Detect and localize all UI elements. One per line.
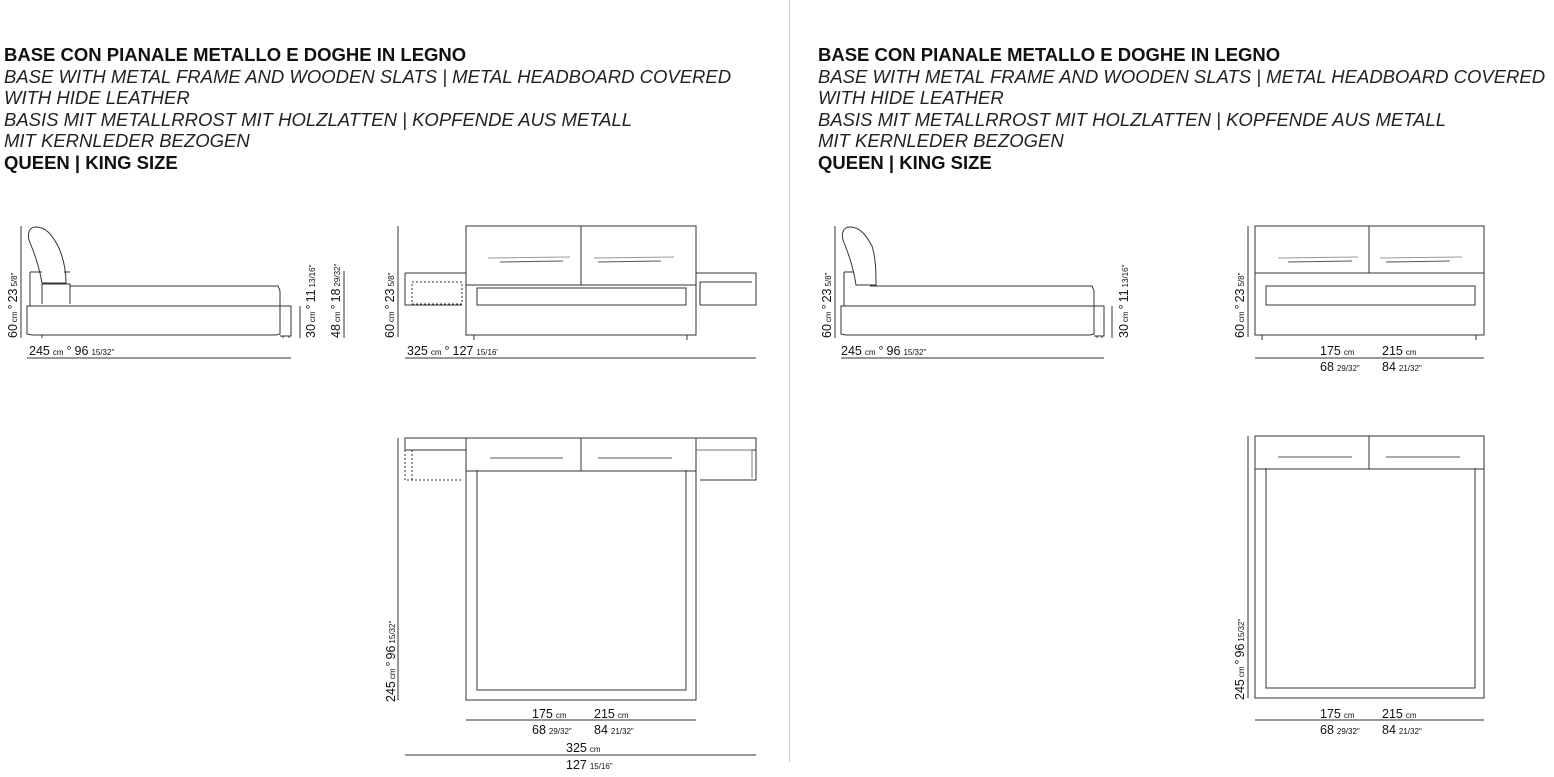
left-side-length-label: 245 cm ° 96 15/32" [29,344,115,358]
left-plan-total-cm: 325 cm [566,741,601,755]
left-plan-view [398,438,756,755]
right-front-w2-in: 84 21/32" [1382,360,1422,374]
right-front-w2-cm: 215 cm [1382,344,1417,358]
left-title-en-2: WITH HIDE LEATHER [4,87,190,109]
right-title-en-1: BASE WITH METAL FRAME AND WOODEN SLATS | METAL HEADBOARD COVERED [818,65,1546,87]
right-size-label: QUEEN | KING SIZE [818,151,992,173]
left-title-en-1: BASE WITH METAL FRAME AND WOODEN SLATS | METAL HEADBOARD COVERED [4,65,732,87]
left-front-view [398,226,756,358]
left-plan-length-label: 245cm°9615/32" [384,620,398,702]
right-plan-w2-in: 84 21/32" [1382,723,1422,737]
right-title-it: BASE CON PIANALE METALLO E DOGHE IN LEGNO [818,44,1281,65]
left-title-de-2: MIT KERNLEDER BEZOGEN [4,130,250,152]
right-plan-length-label: 245cm°9615/32" [1233,618,1247,700]
left-side-view [21,226,344,358]
right-side-base-height-label: 30cm°1113/16" [1117,264,1131,338]
left-plan-total-in: 127 15/16" [566,758,613,772]
right-front-w1-cm: 175 cm [1320,344,1355,358]
right-title-en-2: WITH HIDE LEATHER [818,87,1004,109]
right-side-view [835,226,1112,358]
left-front-width-label: 325 cm ° 127 15/16' [407,344,498,358]
right-side-height-label: 60cm°235/8" [820,272,834,338]
left-plan-w1-in: 68 29/32" [532,723,572,737]
left-title-it: BASE CON PIANALE METALLO E DOGHE IN LEGNO [4,44,467,65]
right-front-view [1248,226,1484,358]
left-plan-w1-cm: 175 cm [532,707,567,721]
right-plan-w1-in: 68 29/32" [1320,723,1360,737]
left-plan-w2-in: 84 21/32" [594,723,634,737]
right-front-height-label: 60cm°235/8" [1233,272,1247,338]
right-side-length-label: 245 cm ° 96 15/32" [841,344,927,358]
left-title-de-1: BASIS MIT METALLRROST MIT HOLZLATTEN | KOPFENDE AUS METALL [4,108,633,130]
left-size-label: QUEEN | KING SIZE [4,151,178,173]
right-plan-w1-cm: 175 cm [1320,707,1355,721]
right-title-de-1: BASIS MIT METALLRROST MIT HOLZLATTEN | KOPFENDE AUS METALL [818,108,1447,130]
right-plan-view [1248,436,1484,720]
left-front-height-label: 60cm°235/8" [383,272,397,338]
right-plan-w2-cm: 215 cm [1382,707,1417,721]
left-side-base-height-label: 30cm°1113/16" [304,264,318,338]
left-side-table-height-label: 48cm°1829/32" [329,263,343,338]
left-plan-w2-cm: 215 cm [594,707,629,721]
left-side-height-label: 60cm°235/8" [6,272,20,338]
right-title-de-2: MIT KERNLEDER BEZOGEN [818,130,1064,152]
right-front-w1-in: 68 29/32" [1320,360,1360,374]
